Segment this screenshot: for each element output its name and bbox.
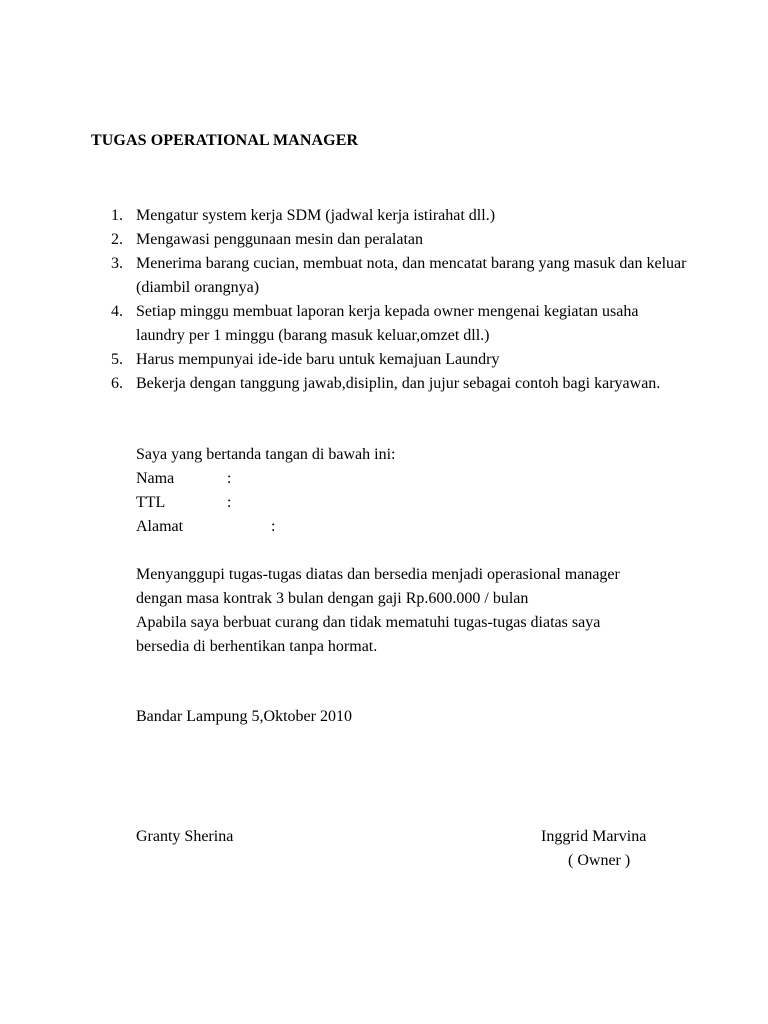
field-label-name: Nama — [136, 470, 175, 487]
signatory-right-role: ( Owner ) — [568, 852, 631, 869]
field-colon: : — [227, 470, 232, 487]
task-list — [111, 204, 691, 396]
list-item-number: 2. — [111, 231, 123, 248]
place-date: Bandar Lampung 5,Oktober 2010 — [136, 708, 352, 725]
list-item-text: Mengawasi penggunaan mesin dan peralatan — [136, 231, 424, 248]
list-item-number: 6. — [111, 375, 123, 392]
list-item — [111, 372, 691, 396]
statement-line: Menyanggupi tugas-tugas diatas dan bersedia menjadi operasional manager — [136, 566, 620, 583]
list-item-text: Setiap minggu membuat laporan kerja kepada owner mengenai kegiatan usaha laundry per 1 minggu (barang masuk keluar,omzet dll.) — [136, 303, 639, 344]
declaration-intro: Saya yang bertanda tangan di bawah ini: — [136, 446, 396, 463]
document-title: TUGAS OPERATIONAL MANAGER — [91, 132, 359, 149]
signatory-right-name: Inggrid Marvina — [541, 828, 647, 845]
list-item-number: 1. — [111, 207, 123, 224]
field-colon: : — [227, 494, 232, 511]
list-item-text: Bekerja dengan tanggung jawab,disiplin, dan jujur sebagai contoh bagi karyawan. — [136, 375, 661, 392]
signatory-left-name: Granty Sherina — [136, 828, 234, 845]
list-item-text: Harus mempunyai ide-ide baru untuk kemajuan Laundry — [136, 351, 500, 368]
list-item-number: 4. — [111, 303, 123, 320]
statement-paragraph — [136, 563, 620, 659]
field-colon: : — [271, 518, 276, 535]
statement-line: bersedia di berhentikan tanpa hormat. — [136, 638, 378, 655]
list-item-text: Menerima barang cucian, membuat nota, dan mencatat barang yang masuk dan keluar (diambil orangnya) — [136, 255, 687, 296]
list-item-number: 3. — [111, 255, 123, 272]
field-label-ttl: TTL — [136, 494, 166, 511]
statement-line: dengan masa kontrak 3 bulan dengan gaji Rp.600.000 / bulan — [136, 590, 529, 607]
statement-line: Apabila saya berbuat curang dan tidak mematuhi tugas-tugas diatas saya — [136, 614, 601, 631]
list-item — [111, 348, 691, 372]
list-item — [111, 252, 691, 300]
list-item — [111, 228, 691, 252]
list-item — [111, 300, 691, 348]
field-label-address: Alamat — [136, 518, 184, 535]
list-item-text: Mengatur system kerja SDM (jadwal kerja istirahat dll.) — [136, 207, 496, 224]
list-item-number: 5. — [111, 351, 123, 368]
list-item — [111, 204, 691, 228]
